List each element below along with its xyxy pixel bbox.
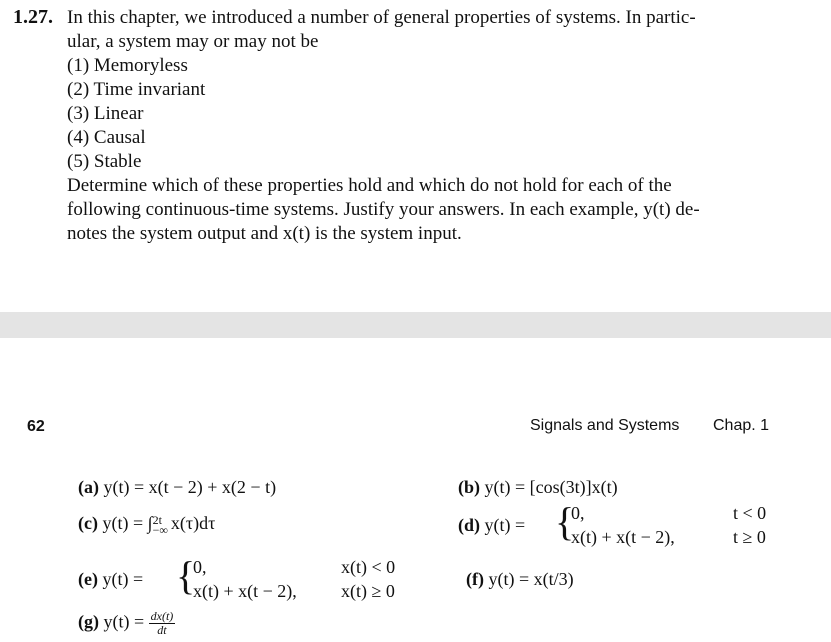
- equation-lhs: y(t) = ∫: [102, 513, 153, 533]
- fraction-denominator: dt: [157, 623, 167, 637]
- left-brace: {: [555, 499, 575, 544]
- case-value: x(t) + x(t − 2),: [571, 527, 675, 547]
- property-list: [67, 54, 205, 174]
- fraction-numerator: dx(t): [150, 609, 174, 623]
- intro-line: In this chapter, we introduced a number of general properties of systems. In partic-: [67, 7, 696, 28]
- equation-expr: y(t) = [cos(3t)]x(t): [484, 477, 618, 497]
- equation-label: (d): [458, 515, 480, 535]
- derivative-fraction: [149, 610, 176, 637]
- case-value: x(t) + x(t − 2),: [193, 581, 297, 601]
- equation-expr: y(t) = x(t − 2) + x(2 − t): [103, 477, 277, 497]
- equations-page: [0, 338, 831, 642]
- case-condition: t < 0: [733, 503, 767, 523]
- integral-lower-limit: −∞: [152, 522, 168, 537]
- equation-label: (c): [78, 513, 98, 533]
- property-item: (5) Stable: [67, 151, 142, 172]
- problem-intro: [67, 6, 807, 54]
- instruction-line: notes the system output and x(t) is the system input.: [67, 223, 462, 244]
- equation-f: [466, 568, 574, 590]
- page-number: 62: [27, 418, 45, 435]
- equation-e: [78, 568, 143, 590]
- instruction-line: following continuous-time systems. Justify your answers. In each example, y(t) de-: [67, 199, 700, 220]
- property-item: (3) Linear: [67, 103, 144, 124]
- chapter-label: Chap. 1: [713, 417, 770, 434]
- integral-upper-limit: 2t: [152, 512, 162, 527]
- equation-expr: y(t) = x(t/3): [488, 569, 574, 589]
- instruction-line: Determine which of these properties hold and which do not hold for each of the: [67, 175, 672, 196]
- page-separator: [0, 312, 831, 338]
- case-value: 0,: [571, 503, 585, 523]
- equation-lhs: y(t) =: [484, 515, 526, 535]
- equation-label: (f): [466, 569, 484, 589]
- equation-lhs: y(t) =: [103, 611, 145, 632]
- equation-rhs: x(τ)dτ: [170, 513, 216, 533]
- problem-page: [0, 0, 831, 312]
- equation-label: (e): [78, 569, 98, 589]
- case-condition: x(t) < 0: [341, 557, 396, 577]
- case-condition: x(t) ≥ 0: [341, 581, 395, 601]
- equation-lhs: y(t) =: [102, 569, 144, 589]
- property-item: (2) Time invariant: [67, 79, 206, 100]
- property-item: (1) Memoryless: [67, 55, 188, 76]
- case-value: 0,: [193, 557, 207, 577]
- equation-label: (b): [458, 477, 480, 497]
- equation-c: [78, 512, 215, 535]
- equation-b: [458, 476, 618, 498]
- problem-instructions: [67, 174, 767, 246]
- property-item: (4) Causal: [67, 127, 146, 148]
- equation-d: [458, 514, 525, 536]
- equation-label: (a): [78, 477, 99, 497]
- intro-line: ular, a system may or may not be: [67, 31, 319, 52]
- case-condition: t ≥ 0: [733, 527, 766, 547]
- problem-number: 1.27.: [13, 6, 53, 28]
- equation-a: [78, 476, 276, 498]
- equation-label: (g): [78, 611, 99, 632]
- book-title: Signals and Systems: [530, 417, 680, 434]
- left-brace: {: [176, 553, 196, 598]
- equation-g: [78, 610, 175, 637]
